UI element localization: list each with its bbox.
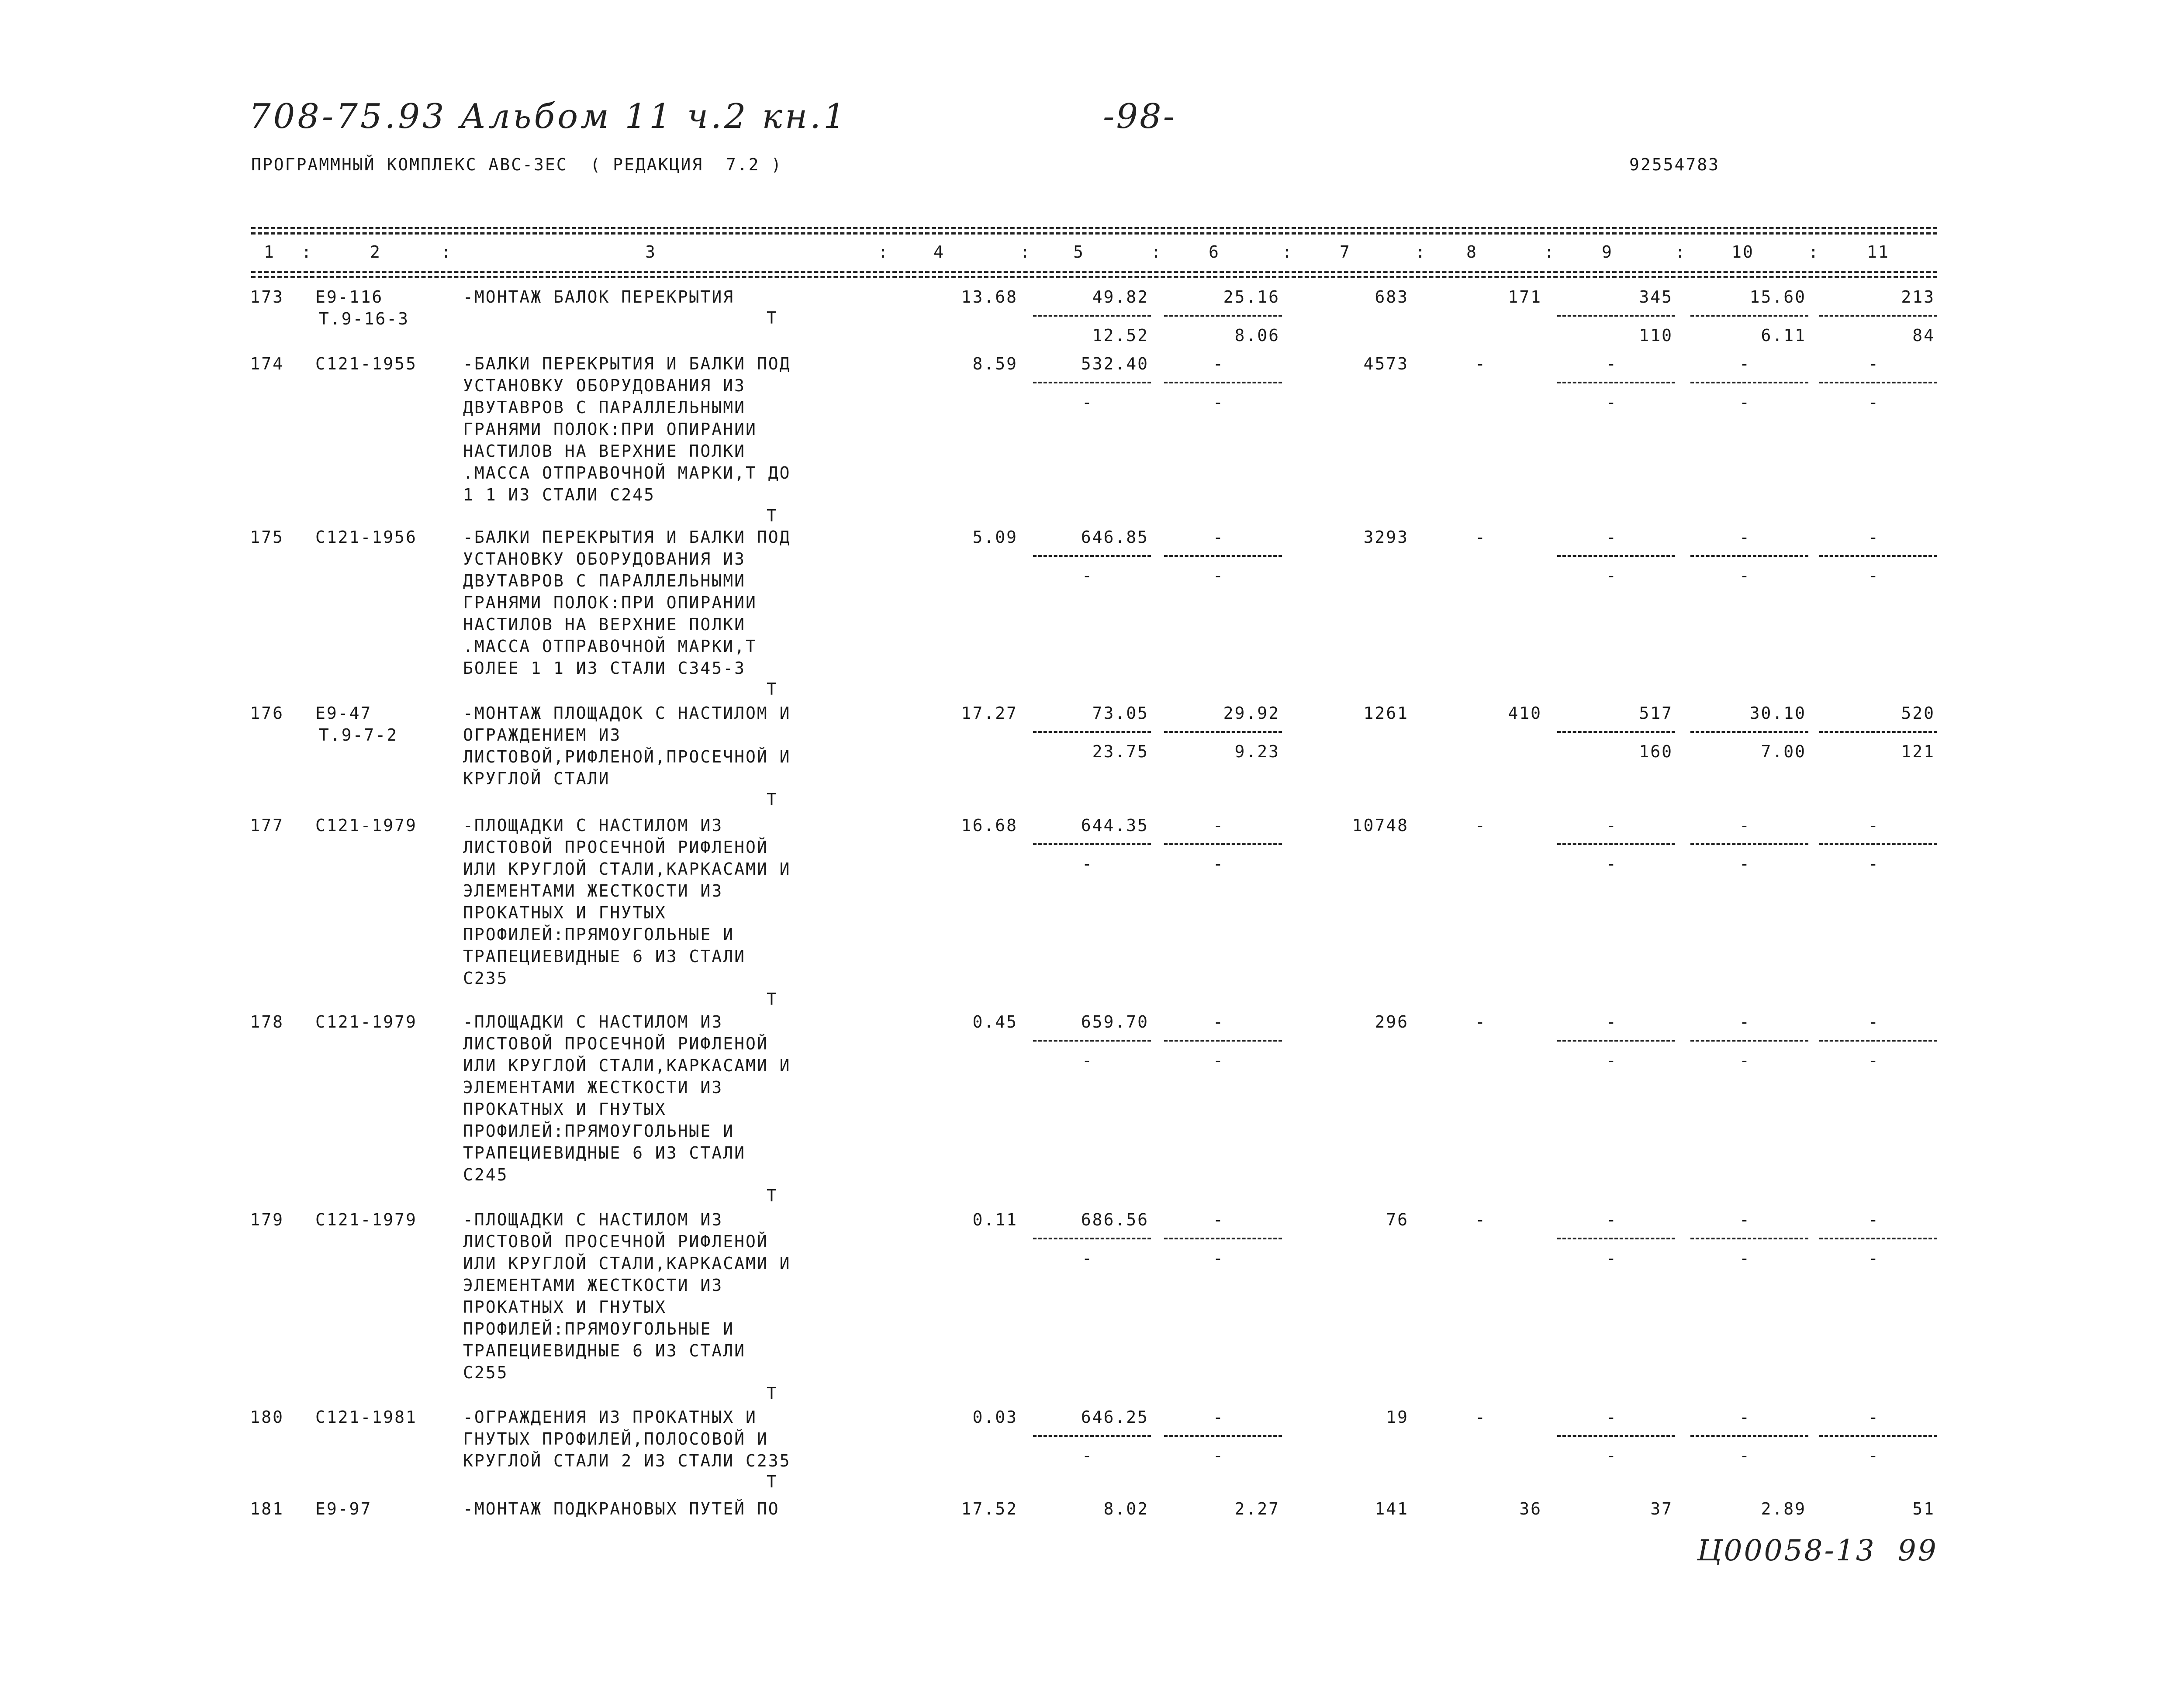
value-c5: 659.70	[1081, 1012, 1149, 1032]
subvalue-c5: -	[1082, 854, 1093, 873]
value-c8: -	[1475, 1408, 1486, 1427]
program-code: 92554783	[1629, 155, 1720, 174]
subvalue-c9: -	[1606, 854, 1617, 873]
subvalue-c11: -	[1868, 854, 1880, 873]
value-c8: -	[1475, 816, 1486, 835]
work-description: -МОНТАЖ БАЛОК ПЕРЕКРЫТИЯ	[463, 287, 735, 307]
subvalue-c11: -	[1868, 566, 1880, 585]
value-c10: -	[1739, 1012, 1751, 1032]
subvalue-c5: -	[1082, 1446, 1093, 1465]
unit-mark: Т	[767, 990, 778, 1009]
subtotal-rule	[1690, 1435, 1808, 1437]
value-c10: -	[1739, 528, 1751, 547]
unit-mark: Т	[767, 790, 778, 809]
column-header-3: 3	[645, 242, 657, 262]
subvalue-c6: -	[1213, 1446, 1224, 1465]
value-c9: -	[1606, 1210, 1617, 1229]
value-c8: -	[1475, 1210, 1486, 1229]
column-header-6: 6	[1209, 242, 1220, 262]
value-c4: 17.52	[961, 1499, 1018, 1518]
value-c6: -	[1213, 354, 1224, 373]
subvalue-c11: -	[1868, 1249, 1880, 1268]
subvalue-c5: -	[1082, 393, 1093, 412]
value-c11: -	[1868, 528, 1880, 547]
table-row	[0, 814, 2184, 1009]
column-header-5: 5	[1073, 242, 1085, 262]
value-c8: -	[1475, 528, 1486, 547]
row-number: 181	[250, 1499, 284, 1518]
resource-code: С121-1955	[315, 354, 417, 373]
subvalue-c6: -	[1213, 1249, 1224, 1268]
subvalue-c6: -	[1213, 1051, 1224, 1070]
subtotal-rule	[1033, 1238, 1151, 1239]
value-c5: 686.56	[1081, 1210, 1149, 1229]
column-separator: :	[441, 242, 453, 262]
column-separator: :	[301, 242, 313, 262]
column-separator: :	[1675, 242, 1686, 262]
value-c11: -	[1868, 354, 1880, 373]
subtotal-rule	[1164, 1238, 1282, 1239]
value-c7: 3293	[1363, 528, 1409, 547]
value-c8: 171	[1508, 287, 1542, 307]
subvalue-c6: -	[1213, 566, 1224, 585]
row-number: 175	[250, 528, 284, 547]
unit-mark: Т	[767, 1384, 778, 1403]
subtotal-rule	[1164, 731, 1282, 733]
resource-code: С121-1956	[315, 528, 417, 547]
value-c4: 17.27	[961, 704, 1018, 723]
column-header-11: 11	[1867, 242, 1890, 262]
subvalue-c10: 6.11	[1761, 326, 1806, 345]
row-number: 180	[250, 1408, 284, 1427]
subtotal-rule	[1033, 843, 1151, 845]
work-description: -ПЛОЩАДКИ С НАСТИЛОМ ИЗ ЛИСТОВОЙ ПРОСЕЧНОЙ РИФЛЕНОЙ ИЛИ КРУГЛОЙ СТАЛИ,КАРКАСАМИ И ЭЛЕМЕНТАМИ ЖЕСТКОСТИ ИЗ ПРОКАТНЫХ И ГНУТЫХ ПРОФИЛЕЙ:ПРЯМОУГОЛЬНЫЕ И ТРАПЕЦИЕВИДНЫЕ 6 ИЗ СТАЛИ С245	[463, 1012, 791, 1184]
work-description: -БАЛКИ ПЕРЕКРЫТИЯ И БАЛКИ ПОД УСТАНОВКУ ОБОРУДОВАНИЯ ИЗ ДВУТАВРОВ С ПАРАЛЛЕЛЬНЫМИ ГРАНЯМИ ПОЛОК:ПРИ ОПИРАНИИ НАСТИЛОВ НА ВЕРХНИЕ ПОЛКИ .МАССА ОТПРАВОЧНОЙ МАРКИ,Т БОЛЕЕ 1 1 ИЗ СТАЛИ С345-3	[463, 528, 791, 678]
subtotal-rule	[1819, 1435, 1937, 1437]
subtotal-rule	[1690, 1040, 1808, 1042]
subvalue-c10: -	[1739, 854, 1751, 873]
value-c4: 0.45	[972, 1012, 1018, 1032]
subvalue-c10: 7.00	[1761, 742, 1806, 761]
value-c6: 29.92	[1223, 704, 1280, 723]
subtotal-rule	[1164, 382, 1282, 383]
value-c5: 644.35	[1081, 816, 1149, 835]
column-header-1: 1	[264, 242, 275, 262]
subvalue-c6: -	[1213, 393, 1224, 412]
column-header-4: 4	[933, 242, 945, 262]
column-separator: :	[1415, 242, 1427, 262]
subtotal-rule	[1557, 1435, 1675, 1437]
value-c11: 51	[1912, 1499, 1935, 1518]
subvalue-c5: -	[1082, 566, 1093, 585]
value-c5: 73.05	[1092, 704, 1149, 723]
value-c7: 4573	[1363, 354, 1409, 373]
subvalue-c10: -	[1739, 393, 1751, 412]
subtotal-rule	[1557, 1040, 1675, 1042]
subvalue-c9: 160	[1639, 742, 1673, 761]
value-c9: -	[1606, 354, 1617, 373]
resource-code-sub: Т.9-16-3	[319, 309, 410, 328]
column-separator: :	[878, 242, 889, 262]
subtotal-rule	[1164, 843, 1282, 845]
subvalue-c9: -	[1606, 1249, 1617, 1268]
value-c5: 8.02	[1103, 1499, 1149, 1518]
work-description: -ПЛОЩАДКИ С НАСТИЛОМ ИЗ ЛИСТОВОЙ ПРОСЕЧНОЙ РИФЛЕНОЙ ИЛИ КРУГЛОЙ СТАЛИ,КАРКАСАМИ И ЭЛЕМЕНТАМИ ЖЕСТКОСТИ ИЗ ПРОКАТНЫХ И ГНУТЫХ ПРОФИЛЕЙ:ПРЯМОУГОЛЬНЫЕ И ТРАПЕЦИЕВИДНЫЕ 6 ИЗ СТАЛИ С235	[463, 816, 791, 988]
value-c9: 517	[1639, 704, 1673, 723]
work-description: -ПЛОЩАДКИ С НАСТИЛОМ ИЗ ЛИСТОВОЙ ПРОСЕЧНОЙ РИФЛЕНОЙ ИЛИ КРУГЛОЙ СТАЛИ,КАРКАСАМИ И ЭЛЕМЕНТАМИ ЖЕСТКОСТИ ИЗ ПРОКАТНЫХ И ГНУТЫХ ПРОФИЛЕЙ:ПРЯМОУГОЛЬНЫЕ И ТРАПЕЦИЕВИДНЫЕ 6 ИЗ СТАЛИ С255	[463, 1210, 791, 1382]
subvalue-c9: -	[1606, 1051, 1617, 1070]
subtotal-rule	[1690, 382, 1808, 383]
value-c7: 1261	[1363, 704, 1409, 723]
unit-mark: Т	[767, 1472, 778, 1491]
subtotal-rule	[1557, 315, 1675, 317]
footer-reference: Ц00058-13 99	[1697, 1534, 1938, 1567]
subtotal-rule	[1033, 731, 1151, 733]
subvalue-c10: -	[1739, 1249, 1751, 1268]
value-c10: -	[1739, 816, 1751, 835]
value-c7: 683	[1375, 287, 1409, 307]
value-c10: 2.89	[1761, 1499, 1806, 1518]
subtotal-rule	[1033, 1435, 1151, 1437]
value-c9: -	[1606, 1012, 1617, 1032]
value-c8: 36	[1519, 1499, 1542, 1518]
value-c4: 0.03	[972, 1408, 1018, 1427]
value-c7: 76	[1386, 1210, 1409, 1229]
value-c10: 30.10	[1749, 704, 1806, 723]
page-number: -98-	[1103, 97, 1176, 136]
column-header-10: 10	[1731, 242, 1754, 262]
value-c4: 8.59	[972, 354, 1018, 373]
value-c4: 0.11	[972, 1210, 1018, 1229]
resource-code: Е9-97	[315, 1499, 372, 1518]
row-number: 179	[250, 1210, 284, 1229]
subtotal-rule	[1164, 555, 1282, 557]
column-separator: :	[1282, 242, 1293, 262]
value-c6: -	[1213, 1210, 1224, 1229]
resource-code: Е9-47	[315, 704, 372, 723]
subvalue-c6: 8.06	[1234, 326, 1280, 345]
subtotal-rule	[1819, 731, 1937, 733]
subvalue-c5: 12.52	[1092, 326, 1149, 345]
value-c5: 646.85	[1081, 528, 1149, 547]
column-separator: :	[1544, 242, 1555, 262]
value-c11: -	[1868, 1012, 1880, 1032]
subtotal-rule	[1819, 1238, 1937, 1239]
subvalue-c9: -	[1606, 1446, 1617, 1465]
work-description: -МОНТАЖ ПОДКРАНОВЫХ ПУТЕЙ ПО	[463, 1499, 780, 1518]
subtotal-rule	[1164, 1435, 1282, 1437]
value-c9: 345	[1639, 287, 1673, 307]
value-c5: 532.40	[1081, 354, 1149, 373]
value-c11: 213	[1901, 287, 1935, 307]
work-description: -МОНТАЖ ПЛОЩАДОК С НАСТИЛОМ И ОГРАЖДЕНИЕМ ИЗ ЛИСТОВОЙ,РИФЛЕНОЙ,ПРОСЕЧНОЙ И КРУГЛОЙ СТАЛИ	[463, 704, 791, 788]
value-c5: 49.82	[1092, 287, 1149, 307]
resource-code: Е9-116	[315, 287, 384, 307]
value-c6: -	[1213, 1408, 1224, 1427]
subtotal-rule	[1557, 731, 1675, 733]
subvalue-c6: 9.23	[1234, 742, 1280, 761]
subtotal-rule	[1033, 1040, 1151, 1042]
column-header-9: 9	[1602, 242, 1613, 262]
row-number: 178	[250, 1012, 284, 1032]
table-row	[0, 1498, 2184, 1518]
value-c7: 19	[1386, 1408, 1409, 1427]
value-c6: 2.27	[1234, 1499, 1280, 1518]
value-c9: -	[1606, 1408, 1617, 1427]
subtotal-rule	[1557, 843, 1675, 845]
column-separator: :	[1020, 242, 1031, 262]
value-c5: 646.25	[1081, 1408, 1149, 1427]
subvalue-c10: -	[1739, 1446, 1751, 1465]
subtotal-rule	[1690, 843, 1808, 845]
value-c4: 16.68	[961, 816, 1018, 835]
value-c10: -	[1739, 1210, 1751, 1229]
subvalue-c6: -	[1213, 854, 1224, 873]
program-line: ПРОГРАММНЫЙ КОМПЛЕКС АВС-3ЕС ( РЕДАКЦИЯ 7.2 )	[251, 155, 783, 174]
work-description: -ОГРАЖДЕНИЯ ИЗ ПРОКАТНЫХ И ГНУТЫХ ПРОФИЛЕЙ,ПОЛОСОВОЙ И КРУГЛОЙ СТАЛИ 2 ИЗ СТАЛИ С235	[463, 1408, 791, 1470]
table-row	[0, 1011, 2184, 1205]
subtotal-rule	[1690, 555, 1808, 557]
subtotal-rule	[1164, 315, 1282, 317]
table-row	[0, 526, 2184, 699]
subvalue-c11: -	[1868, 1051, 1880, 1070]
column-header-8: 8	[1466, 242, 1478, 262]
value-c9: -	[1606, 816, 1617, 835]
subtotal-rule	[1557, 555, 1675, 557]
unit-mark: Т	[767, 1186, 778, 1205]
subtotal-rule	[1164, 1040, 1282, 1042]
subtotal-rule	[1819, 315, 1937, 317]
subtotal-rule	[1690, 1238, 1808, 1239]
value-c7: 141	[1375, 1499, 1409, 1518]
row-number: 176	[250, 704, 284, 723]
subvalue-c10: -	[1739, 1051, 1751, 1070]
subvalue-c5: 23.75	[1092, 742, 1149, 761]
value-c9: -	[1606, 528, 1617, 547]
value-c8: -	[1475, 1012, 1486, 1032]
subvalue-c9: -	[1606, 566, 1617, 585]
subvalue-c11: 121	[1901, 742, 1935, 761]
subtotal-rule	[1819, 1040, 1937, 1042]
subtotal-rule	[1033, 555, 1151, 557]
subvalue-c9: 110	[1639, 326, 1673, 345]
subvalue-c10: -	[1739, 566, 1751, 585]
column-separator: :	[1151, 242, 1162, 262]
value-c11: -	[1868, 1210, 1880, 1229]
subtotal-rule	[1819, 382, 1937, 383]
subtotal-rule	[1033, 315, 1151, 317]
subvalue-c11: 84	[1912, 326, 1935, 345]
unit-mark: Т	[767, 680, 778, 699]
column-header-7: 7	[1340, 242, 1351, 262]
subvalue-c5: -	[1082, 1249, 1093, 1268]
document-reference: 708-75.93 Альбом 11 ч.2 кн.1	[249, 97, 848, 136]
row-number: 177	[250, 816, 284, 835]
value-c6: -	[1213, 816, 1224, 835]
row-number: 173	[250, 287, 284, 307]
value-c7: 296	[1375, 1012, 1409, 1032]
subtotal-rule	[1819, 843, 1937, 845]
subtotal-rule	[1557, 382, 1675, 383]
unit-mark: Т	[767, 506, 778, 525]
value-c11: -	[1868, 816, 1880, 835]
table-row	[0, 1406, 2184, 1491]
value-c6: -	[1213, 1012, 1224, 1032]
subvalue-c11: -	[1868, 1446, 1880, 1465]
subtotal-rule	[1819, 555, 1937, 557]
value-c8: 410	[1508, 704, 1542, 723]
value-c4: 13.68	[961, 287, 1018, 307]
subvalue-c9: -	[1606, 393, 1617, 412]
value-c6: -	[1213, 528, 1224, 547]
table-row	[0, 1209, 2184, 1403]
unit-mark: Т	[767, 308, 778, 328]
resource-code: С121-1979	[315, 1210, 417, 1229]
subtotal-rule	[1557, 1238, 1675, 1239]
resource-code-sub: Т.9-7-2	[319, 725, 398, 745]
resource-code: С121-1979	[315, 816, 417, 835]
table-row	[0, 702, 2184, 809]
value-c4: 5.09	[972, 528, 1018, 547]
value-c7: 10748	[1352, 816, 1409, 835]
subtotal-rule	[1690, 731, 1808, 733]
column-header-2: 2	[370, 242, 381, 262]
value-c6: 25.16	[1223, 287, 1280, 307]
value-c11: -	[1868, 1408, 1880, 1427]
subvalue-c5: -	[1082, 1051, 1093, 1070]
subvalue-c11: -	[1868, 393, 1880, 412]
value-c9: 37	[1650, 1499, 1673, 1518]
value-c10: -	[1739, 1408, 1751, 1427]
value-c10: -	[1739, 354, 1751, 373]
column-separator: :	[1808, 242, 1820, 262]
row-number: 174	[250, 354, 284, 373]
table-row	[0, 353, 2184, 525]
resource-code: С121-1979	[315, 1012, 417, 1032]
subtotal-rule	[1690, 315, 1808, 317]
value-c11: 520	[1901, 704, 1935, 723]
subtotal-rule	[1033, 382, 1151, 383]
value-c10: 15.60	[1749, 287, 1806, 307]
resource-code: С121-1981	[315, 1408, 417, 1427]
value-c8: -	[1475, 354, 1486, 373]
work-description: -БАЛКИ ПЕРЕКРЫТИЯ И БАЛКИ ПОД УСТАНОВКУ ОБОРУДОВАНИЯ ИЗ ДВУТАВРОВ С ПАРАЛЛЕЛЬНЫМИ ГРАНЯМИ ПОЛОК:ПРИ ОПИРАНИИ НАСТИЛОВ НА ВЕРХНИЕ ПОЛКИ .МАССА ОТПРАВОЧНОЙ МАРКИ,Т ДО 1 1 ИЗ СТАЛИ С245	[463, 354, 791, 504]
table-row	[0, 286, 2184, 345]
